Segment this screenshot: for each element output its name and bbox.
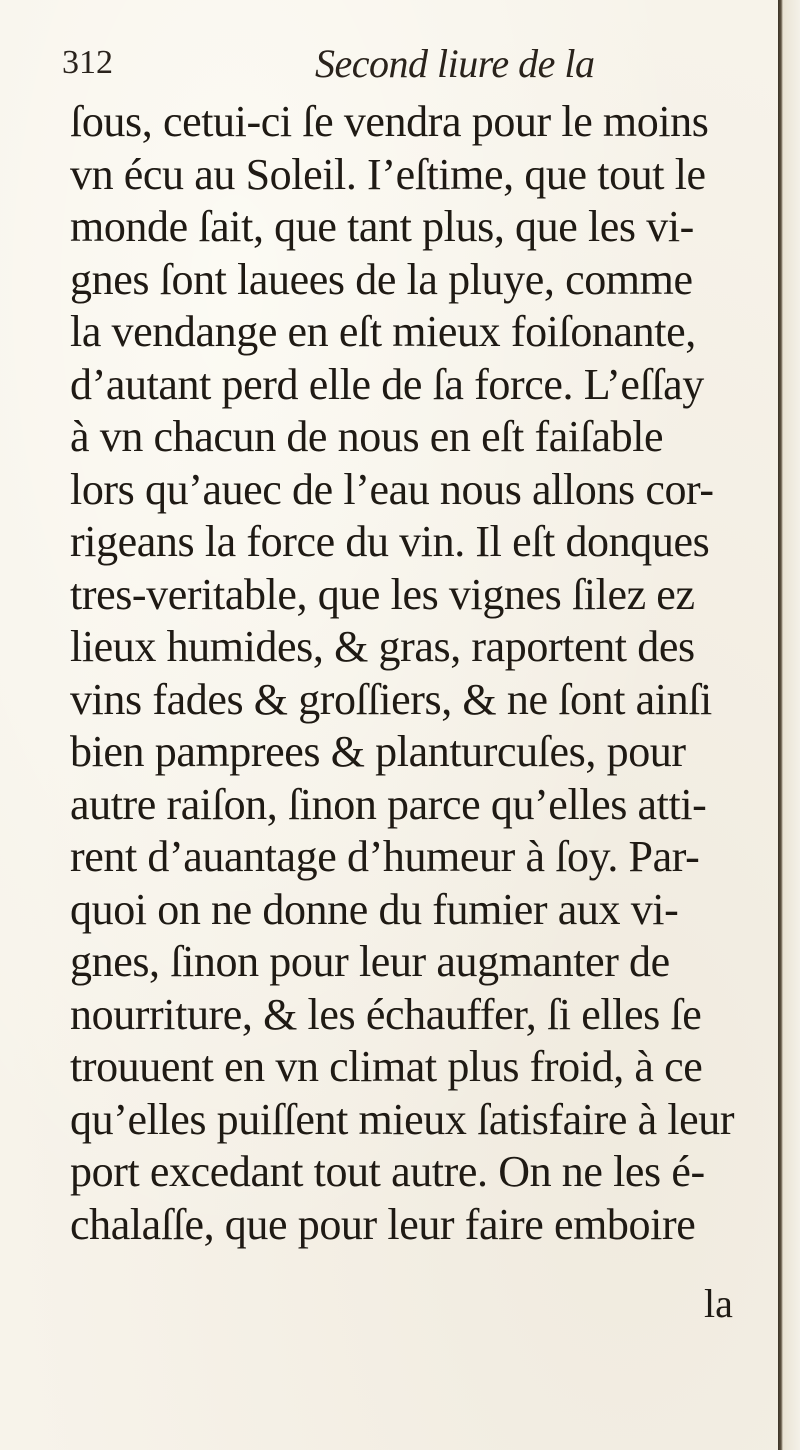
body-text (70, 96, 750, 1251)
running-head: Second liure de la (315, 41, 595, 86)
text-line: d’autant perd elle de ſa force. L’eſſay (70, 359, 704, 409)
page-number: 312 (62, 44, 113, 81)
text-line: ſous, cetui-ci ſe vendra pour le moins (70, 97, 709, 146)
text-line: tres-veritable, que les vignes ſilez ez (70, 569, 695, 619)
text-line: port excedant tout autre. On ne les é- (70, 1147, 705, 1196)
text-line: autre raiſon, ſinon parce qu’elles atti- (70, 779, 707, 829)
text-line: bien pamprees & planturcuſes, pour (70, 727, 686, 776)
text-line: rent d’auantage d’humeur à ſoy. Par- (70, 832, 700, 881)
text-line: vn écu au Soleil. I’eſtime, que tout le (70, 149, 706, 199)
text-line: la vendange en eſt mieux foiſonante, (70, 307, 696, 356)
book-gutter (778, 0, 800, 1450)
text-line: lieux humides, & gras, raportent des (70, 622, 695, 671)
text-line: nourriture, & les échauffer, ſi elles ſe (70, 989, 702, 1039)
text-line: gnes, ſinon pour leur augmanter de (70, 937, 670, 986)
text-line: qu’elles puiſſent mieux ſatisfaire à leur (70, 1094, 735, 1144)
text-line: gnes ſont lauees de la pluye, comme (70, 254, 693, 304)
page-header (60, 36, 740, 86)
text-line: vins fades & groſſiers, & ne ſont ainſi (70, 674, 712, 724)
catchword: la (704, 1281, 733, 1326)
text-line: chalaſſe, que pour leur faire emboire (70, 1199, 696, 1249)
text-line: lors qu’auec de l’eau nous allons cor- (70, 464, 714, 514)
text-line: rigeans la force du vin. Il eſt donques (70, 517, 710, 566)
text-line: monde ſait, que tant plus, que les vi- (70, 202, 694, 251)
text-line: à vn chacun de nous en eſt faiſable (70, 412, 664, 461)
text-line: quoi on ne donne du fumier aux vi- (70, 884, 679, 934)
text-line: trouuent en vn climat plus froid, à ce (70, 1042, 703, 1091)
